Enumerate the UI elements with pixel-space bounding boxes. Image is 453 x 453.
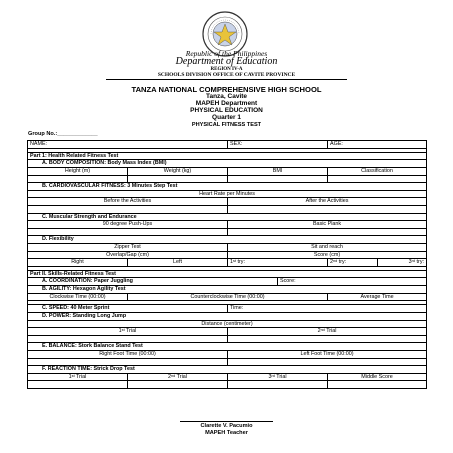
right-foot-cell[interactable]	[28, 358, 228, 366]
header-divider	[106, 79, 347, 80]
teacher-title: MAPEH Teacher	[205, 430, 248, 436]
average-label: Average Time	[328, 293, 427, 301]
region-text: REGION IV-A	[210, 67, 243, 72]
reaction-trial2-word: Trial	[175, 373, 187, 380]
part1-heading: Part 1: Health Related Fitness Test	[28, 152, 427, 160]
republic-text: Republic of the Philippines	[185, 49, 268, 58]
classification-cell[interactable]	[328, 175, 427, 183]
try2-number: 2	[330, 259, 334, 266]
balance-heading: E. BALANCE: Stork Balance Stand Test	[28, 343, 427, 351]
try1-suffix: st	[233, 259, 236, 264]
power-heading: D. POWER: Standing Long Jump	[28, 313, 427, 321]
reaction-trial3-number: 3	[268, 373, 272, 380]
power-trial1-number: 1	[118, 328, 122, 335]
part2-heading: Part II. Skills-Related Fitness Test	[28, 270, 427, 278]
reaction-trial3-word: Trial	[274, 373, 287, 380]
quarter-label: Quarter 1	[212, 114, 241, 121]
reaction-trial1-suffix: st	[71, 373, 75, 378]
classification-label: Classification	[328, 167, 427, 175]
school-name: TANZA NATIONAL COMPREHENSIVE HIGH SCHOOL	[131, 85, 322, 94]
score-cm-label: Score (cm)	[228, 251, 427, 259]
bmi-heading: A. BODY COMPOSITION: Body Mass Index (BMI)	[28, 160, 427, 168]
agility-heading: B. AGILITY: Hexagon Agility Test	[28, 286, 427, 294]
reaction-trial2-suffix: nd	[171, 373, 176, 378]
zipper-label: Zipper Test	[28, 243, 228, 251]
power-trial1-word: Trial	[124, 328, 137, 335]
try3-word: try:	[415, 259, 425, 266]
power-trial1-label	[28, 328, 228, 336]
reaction-trial2-label	[128, 373, 228, 381]
distance-label: Distance (centimeter)	[28, 320, 427, 328]
after-activities-cell[interactable]	[228, 205, 427, 213]
speed-time-field[interactable]: Time:	[228, 305, 427, 313]
try1-word: try:	[235, 259, 245, 266]
reaction-trial2-number: 2	[168, 373, 172, 380]
reaction-trial1-word: Trial	[74, 373, 87, 380]
try2-field[interactable]	[328, 259, 378, 267]
power-trial2-word: Trial	[324, 328, 337, 335]
power-trial2-label	[228, 328, 427, 336]
left-foot-cell[interactable]	[228, 358, 427, 366]
reaction-trial3-cell[interactable]	[228, 381, 328, 389]
school-location: Tanza, Cavite	[205, 93, 248, 100]
try2-suffix: nd	[333, 259, 338, 264]
overlap-label: Overlap/Gap (cm)	[28, 251, 228, 259]
middle-score-cell[interactable]	[328, 381, 427, 389]
fitness-test-form	[27, 140, 427, 389]
power-trial1-cell[interactable]	[28, 335, 228, 343]
power-trial2-number: 2	[317, 328, 321, 335]
try1-number: 1	[230, 259, 234, 266]
coordination-heading: A. COORDINATION: Paper Juggling	[28, 278, 278, 286]
signature-line	[180, 421, 273, 422]
reaction-trial3-suffix: rd	[271, 373, 275, 378]
pushups-cell[interactable]	[28, 228, 228, 236]
reaction-trial1-cell[interactable]	[28, 381, 128, 389]
before-activities-cell[interactable]	[28, 205, 228, 213]
reaction-trial1-number: 1	[68, 373, 72, 380]
reaction-trial1-label	[28, 373, 128, 381]
sit-reach-label: Sit and reach	[228, 243, 427, 251]
teacher-name: Clarette V. Pacumio	[200, 423, 253, 429]
before-activities-label: Before the Activities	[28, 198, 228, 206]
left-foot-label: Left Foot Time (00:00)	[228, 351, 427, 359]
test-title: PHYSICAL FITNESS TEST	[191, 122, 262, 128]
plank-label: Basic Plank	[228, 221, 427, 229]
weight-cell[interactable]	[128, 175, 228, 183]
left-label: Left	[128, 259, 228, 267]
height-cell[interactable]	[28, 175, 128, 183]
speed-heading: C. SPEED: 40 Meter Sprint	[28, 305, 228, 313]
coordination-score-field[interactable]: Score:	[278, 278, 427, 286]
try3-number: 3	[408, 259, 412, 266]
power-trial2-suffix: nd	[320, 328, 325, 333]
department-name: MAPEH Department	[195, 100, 258, 107]
after-activities-label: After the Activities	[228, 198, 427, 206]
subject-name: PHYSICAL EDUCATION	[190, 107, 263, 114]
bmi-label: BMI	[228, 167, 328, 175]
division-text: SCHOOLS DIVISION OFFICE OF CAVITE PROVINCE	[157, 72, 296, 78]
try1-field[interactable]	[228, 259, 328, 267]
name-field[interactable]: NAME:	[28, 141, 228, 149]
height-label: Height (m)	[28, 167, 128, 175]
weight-label: Weight (kg)	[128, 167, 228, 175]
counterclockwise-label: Counterclockwise Time (00:00)	[128, 293, 328, 301]
cardio-heading: B. CARDIOVASCULAR FITNESS: 3 Minutes Step Test	[28, 183, 427, 191]
sex-field[interactable]: SEX:	[228, 141, 328, 149]
reaction-trial3-label	[228, 373, 328, 381]
pushups-label: 90 degree Push-Ups	[28, 221, 228, 229]
right-label: Right	[28, 259, 128, 267]
try3-suffix: rd	[411, 259, 416, 264]
group-number-field[interactable]: Group No.:_____________	[28, 131, 98, 137]
heart-rate-label: Heart Rate per Minutes	[28, 190, 427, 198]
try3-field[interactable]	[378, 259, 427, 267]
age-field[interactable]: AGE:	[328, 141, 427, 149]
muscle-heading: C. Muscular Strength and Endurance	[28, 213, 427, 221]
try2-word: try:	[337, 259, 347, 266]
flexibility-heading: D. Flexibility	[28, 236, 427, 244]
clockwise-label: Clockwise Time (00:00)	[28, 293, 128, 301]
department-text: Department of Education	[175, 56, 278, 67]
form-row	[28, 141, 427, 149]
plank-cell[interactable]	[228, 228, 427, 236]
power-trial1-suffix: st	[121, 328, 125, 333]
power-trial2-cell[interactable]	[228, 335, 427, 343]
reaction-heading: F. REACTION TIME: Strick Drop Test	[28, 366, 427, 374]
right-foot-label: Right Foot Time (00:00)	[28, 351, 228, 359]
middle-score-label: Middle Score	[328, 373, 427, 381]
bmi-cell[interactable]	[228, 175, 328, 183]
reaction-trial2-cell[interactable]	[128, 381, 228, 389]
